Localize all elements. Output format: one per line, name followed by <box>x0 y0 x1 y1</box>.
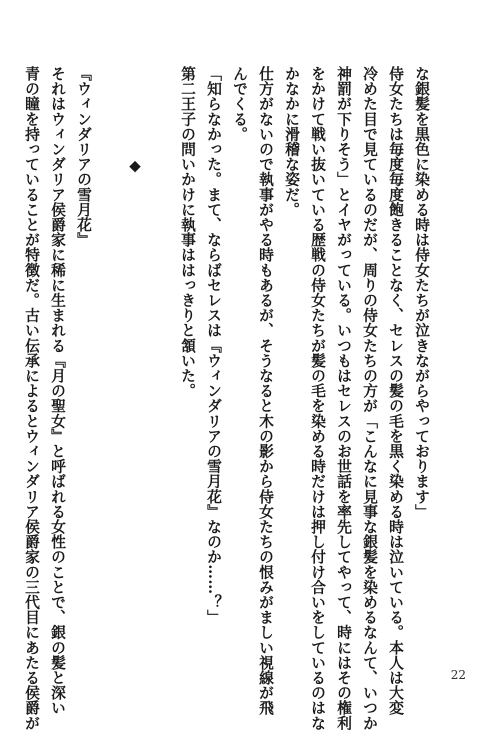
text-line: 冷めた目で見ているのだが、周りの侍女たちの方が「こんなに見事な銀髪を染めるなんて、いつか <box>361 66 378 730</box>
text-line: をかけて戦い抜いている歴戦の侍女たちが髪の毛を染める時だけは押し付け合いをしているのはな <box>309 66 326 730</box>
text-line: 青の瞳を持っていることが特徴だ。古い伝承によるとウィンダリア侯爵家の三代目にあたる侯爵が <box>23 66 40 730</box>
text-line: な銀髪を黒色に染める時は侍女たちが泣きながらやっております」 <box>413 66 430 519</box>
text-line: 侍女たちは毎度毎度飽きることなく、セレスの髪の毛を黒く染める時は泣いている。本人は大変 <box>387 66 404 716</box>
section-break <box>122 66 148 660</box>
diamond-ornament-icon: ◆ <box>126 156 144 175</box>
text-line: 仕方がないので執事がやる時もあるが、そうなると木の影から侍女たちの恨みがましい視線が飛 <box>257 66 274 716</box>
text-line: 『ウィンダリアの雪月花』 <box>75 66 92 248</box>
text-line: 「知らなかった。まて、ならばセレスは『ウィンダリアの雪月花』なのか……？」 <box>205 66 222 625</box>
text-line: かなかに滑稽な姿だ。 <box>283 66 300 217</box>
blank-line <box>148 66 174 660</box>
blank-line <box>96 66 122 660</box>
text-line: 第二王子の問いかけに執事ははっきりと頷いた。 <box>179 66 196 399</box>
text-line: 神罰が下りそう」とイヤがっている。いつもはセレスのお世話を率先してやって、時にはその権利 <box>335 66 352 730</box>
text-line: それはウィンダリア侯爵家に稀に生まれる『月の聖女』と呼ばれる女性のことで、銀の髪と深い <box>49 66 66 716</box>
vertical-text-body <box>23 66 434 730</box>
text-line: んでくる。 <box>231 66 248 142</box>
page-number: 22 <box>450 668 466 682</box>
